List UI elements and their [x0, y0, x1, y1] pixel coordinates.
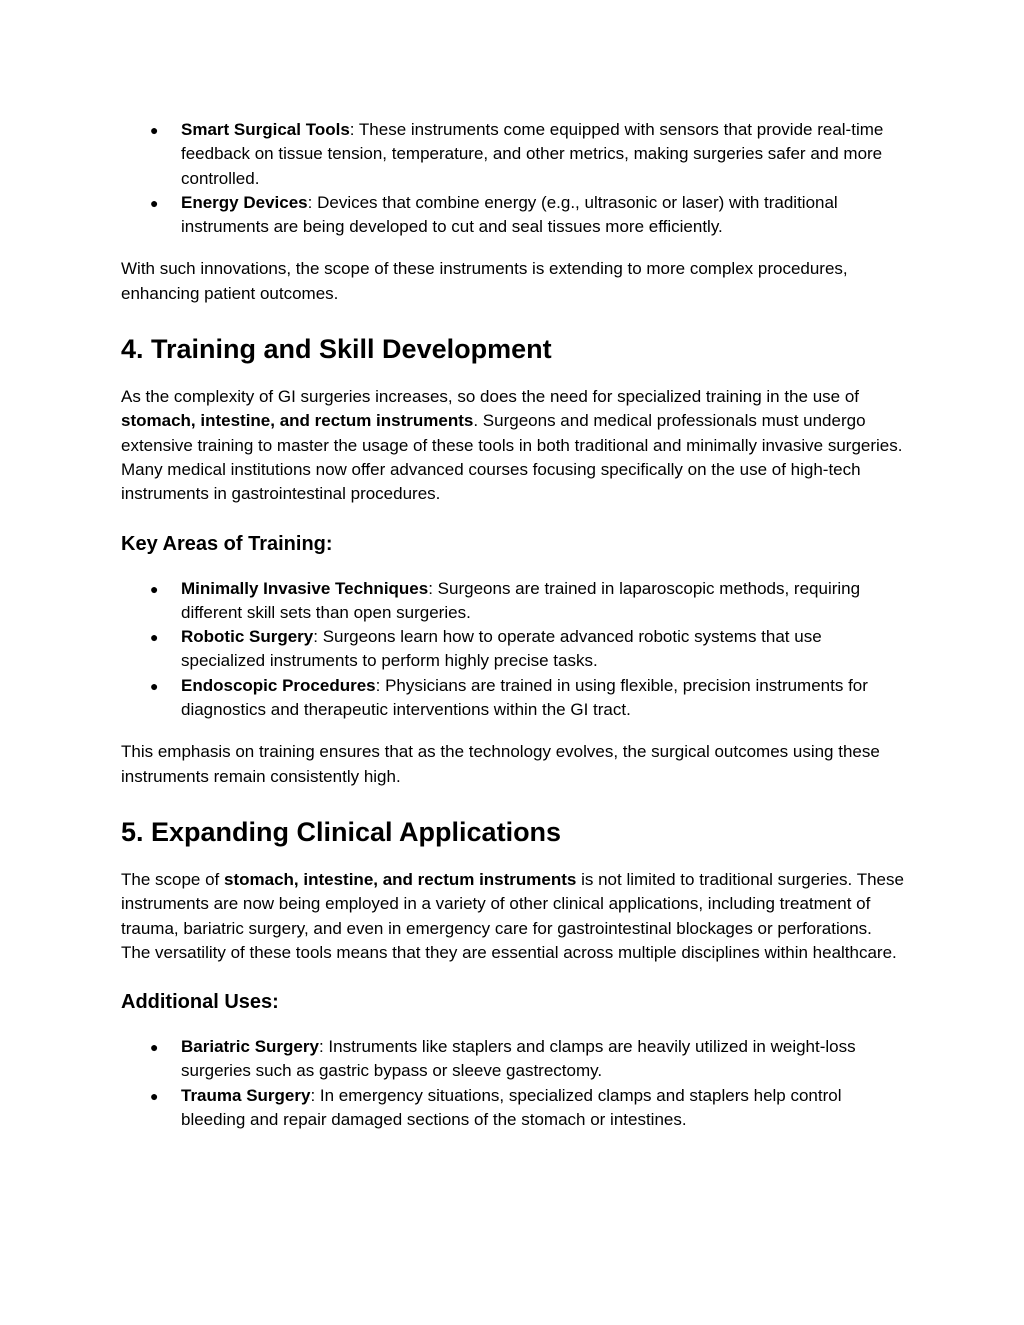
paragraph-bold-text: stomach, intestine, and rectum instruments — [224, 869, 577, 889]
bullet-text: : In emergency situations, specialized clamps and staplers help control bleeding and repair damaged sections of the stomach or intestines. — [181, 1085, 842, 1130]
section-5-paragraph — [121, 868, 904, 965]
bullet-icon: ● — [150, 1039, 159, 1056]
bullet-icon: ● — [150, 122, 159, 138]
list-item — [121, 118, 904, 191]
bullet-text: : Surgeons learn how to operate advanced robotic systems that use specialized instruments to perform highly precise tasks. — [181, 627, 822, 671]
bullet-text: : Surgeons are trained in laparoscopic methods, requiring different skill sets than open surgeries. — [181, 578, 861, 622]
paragraph-bold-text: stomach, intestine, and rectum instruments — [121, 411, 474, 431]
bullet-term: Smart Surgical Tools — [181, 120, 350, 139]
section-4-paragraph — [121, 385, 904, 506]
innovations-paragraph: With such innovations, the scope of these instruments is extending to more complex procedures, enhancing patient outcomes. — [121, 259, 848, 303]
bullet-term: Bariatric Surgery — [181, 1037, 319, 1057]
paragraph-text: The scope of — [121, 869, 225, 889]
bullet-term: Robotic Surgery — [181, 627, 314, 647]
bullet-icon: ● — [150, 580, 159, 597]
list-item — [121, 1035, 904, 1084]
bullet-icon: ● — [150, 677, 159, 694]
training-bullet-list — [121, 577, 904, 723]
bullet-text: : Devices that combine energy (e.g., ultrasonic or laser) with traditional instruments are being developed to cut and seal tissues more efficiently. — [181, 192, 838, 237]
additional-uses-bullet-list — [121, 1035, 904, 1132]
paragraph-text: As the complexity of GI surgeries increases, so does the need for specialized training in the use of — [121, 387, 860, 407]
bullet-icon: ● — [150, 1087, 159, 1104]
bullet-icon: ● — [150, 194, 159, 211]
list-item — [121, 191, 904, 240]
paragraph-text: is not limited to traditional surgeries. These instruments are now being employed in a variety of other clinical applications, including treatment of trauma, bariatric surgery, and even in emergency care for gastrointestinal blockages or perforations. The versatility of these tools means that they are essential across multiple disciplines within healthcare. — [121, 869, 904, 962]
additional-uses-heading: Additional Uses: — [121, 991, 279, 1014]
bullet-text: : Physicians are trained in using flexible, precision instruments for diagnostics and therapeutic interventions within the GI tract. — [181, 675, 868, 720]
list-item — [121, 1084, 904, 1133]
training-closing-paragraph: This emphasis on training ensures that as the technology evolves, the surgical outcomes using these instruments remain consistently high. — [121, 742, 880, 786]
section-4-heading: 4. Training and Skill Development — [121, 334, 552, 365]
bullet-term: Energy Devices — [181, 192, 308, 212]
list-item — [121, 625, 904, 674]
paragraph-text: . Surgeons and medical professionals must undergo extensive training to master the usage of these tools in both traditional and minimally invasive surgeries. Many medical institutions now offer advanced courses focusing specifically on the use of high-tech instruments in gastrointestinal procedures. — [121, 411, 903, 504]
bullet-term: Minimally Invasive Techniques — [181, 578, 429, 598]
section-5-heading: 5. Expanding Clinical Applications — [121, 816, 562, 847]
bullet-term: Trauma Surgery — [181, 1085, 311, 1105]
bullet-icon: ● — [150, 629, 159, 646]
bullet-text: : Instruments like staplers and clamps are heavily utilized in weight-loss surgeries such as gastric bypass or sleeve gastrectomy. — [181, 1037, 856, 1081]
key-areas-heading: Key Areas of Training: — [121, 532, 333, 555]
bullet-text: : These instruments come equipped with sensors that provide real-time feedback on tissue tension, temperature, and other metrics, making surgeries safer and more controlled. — [181, 120, 884, 188]
top-bullet-list — [121, 118, 904, 239]
list-item — [121, 674, 904, 723]
list-item — [121, 577, 904, 626]
bullet-term: Endoscopic Procedures — [181, 675, 376, 695]
